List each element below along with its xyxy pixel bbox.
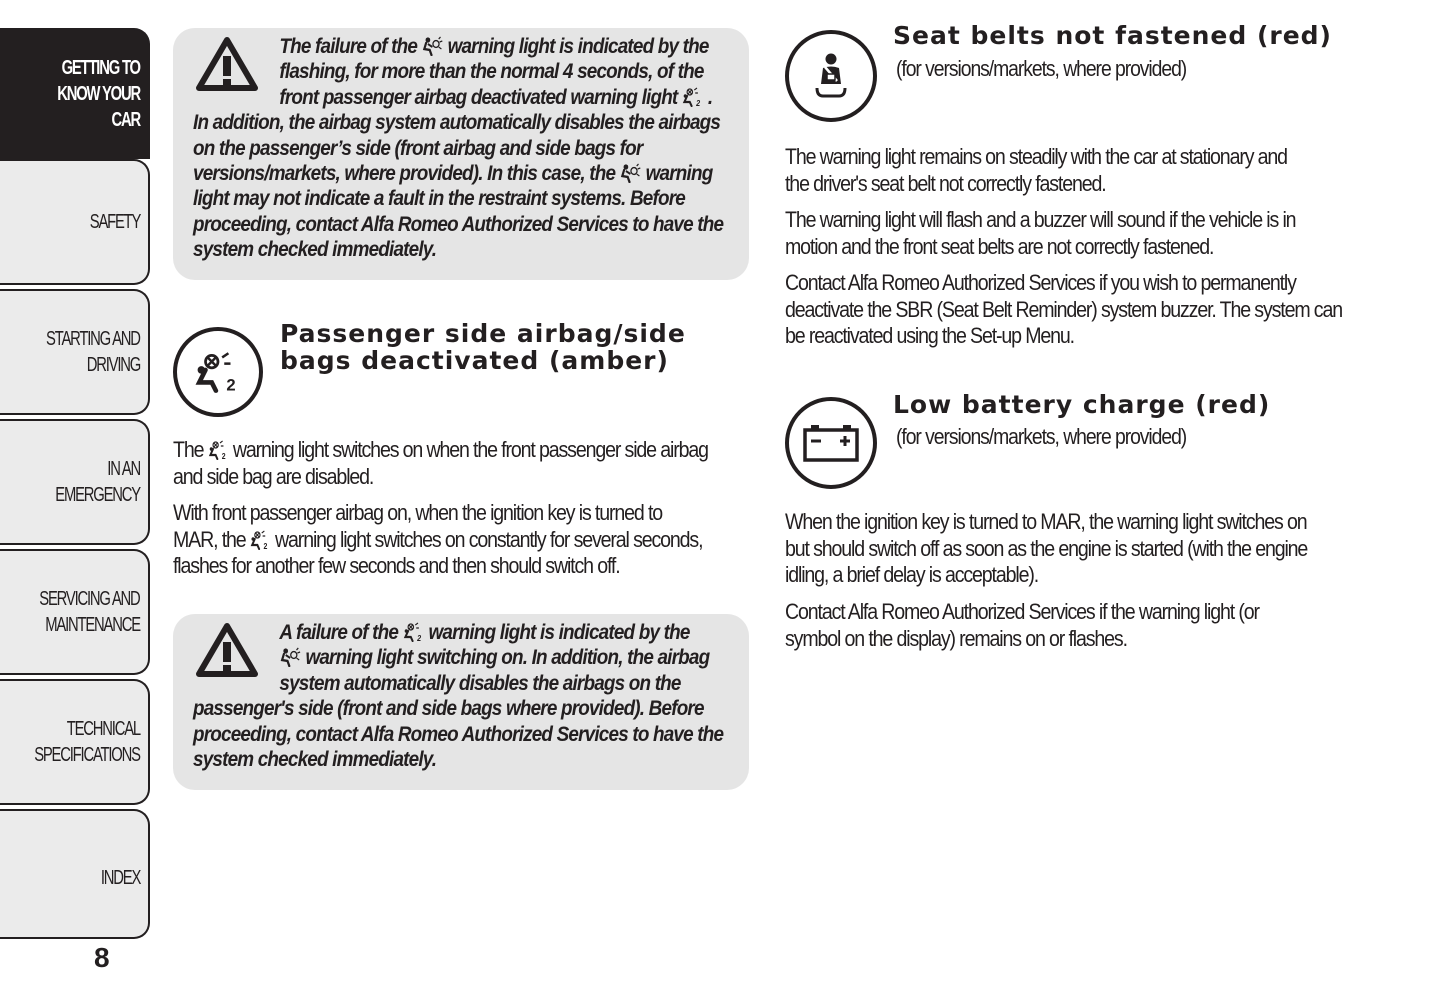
warning-text: warning light is indicated by the <box>443 35 709 58</box>
warning-text: warning <box>641 162 713 186</box>
airbag-warning-icon <box>422 36 444 56</box>
seat-belts-paragraph-2: The warning light will flash and a buzzer will sound if the vehicle is in motion and the front seat belts are not correctly fastened. <box>785 207 1296 259</box>
passenger-airbag-off-symbol <box>173 327 263 417</box>
warning-text: flashing, for more than the normal 4 seconds, of the <box>279 60 704 84</box>
passenger-airbag-off-icon <box>208 440 229 460</box>
tab-label-line2: MAINTENANCE <box>45 614 140 636</box>
warning-text: proceeding, contact Alfa Romeo Authorized Services to have the <box>193 722 724 746</box>
passenger-airbag-off-icon <box>250 530 271 550</box>
low-battery-paragraph-1: When the ignition key is turned to MAR, the warning light switches on but should switch off as soon as the engine is started (with the engine idling, a brief delay is acceptable). <box>785 509 1308 587</box>
warning-text: The failure of the <box>279 35 422 58</box>
tab-label: IN AN EMERGENCY <box>55 458 140 506</box>
battery-icon <box>802 423 860 463</box>
warning-text: versions/markets, where provided). In this case, the <box>193 162 620 186</box>
warning-box-airbag-failure <box>173 28 749 280</box>
sidebar-tab-technical-specifications[interactable] <box>0 679 150 805</box>
warning-text: system checked immediately. <box>193 238 437 262</box>
tab-label: INDEX <box>100 867 140 889</box>
warning-text: on the passenger’s side (front airbag and side bags for <box>193 136 643 160</box>
passenger-paragraph-1: The warning light switches on when the front passenger side airbag and side bag are disabled. <box>173 437 708 489</box>
seat-belts-subtitle: (for versions/markets, where provided) <box>896 56 1187 81</box>
sidebar-tab-servicing-and-maintenance[interactable] <box>0 549 150 675</box>
low-battery-subtitle: (for versions/markets, where provided) <box>896 424 1187 449</box>
seat-belt-symbol <box>785 30 877 122</box>
section-heading-passenger-airbag: Passenger side airbag/side bags deactivated (amber) <box>280 319 686 375</box>
airbag-warning-icon <box>620 163 642 183</box>
sidebar-tab-safety[interactable] <box>0 159 150 285</box>
seat-belts-paragraph-3: Contact Alfa Romeo Authorized Services if you wish to permanently deactivate the SBR (Seat Belt Reminder) system buzzer. The system can be reactivated using the Set-up Menu. <box>785 270 1342 348</box>
warning-text: proceeding, contact Alfa Romeo Authorized Services to have the <box>193 212 724 236</box>
passenger-airbag-off-icon <box>193 349 243 395</box>
warning-text: A failure of the <box>279 621 403 644</box>
warning-text: In addition, the airbag system automatically disables the airbags <box>193 111 721 135</box>
warning-text: front passenger airbag deactivated warning light <box>279 85 682 109</box>
tab-label-line1: SERVICING AND <box>39 588 141 610</box>
seat-belts-paragraph-1: The warning light remains on steadily with the car at stationary and the driver's seat belt not correctly fastened. <box>785 144 1287 196</box>
warning-text: passenger's side (front and side bags where provided). Before <box>193 697 704 721</box>
warning-text: warning light switching on. In addition, the airbag <box>301 646 710 670</box>
tab-label-line1: STARTING AND <box>46 328 140 350</box>
tab-label-line1: TECHNICAL <box>66 718 140 740</box>
passenger-airbag-off-icon <box>682 87 704 107</box>
section-heading-low-battery: Low battery charge (red) <box>893 390 1271 419</box>
tab-label-line2: DRIVING <box>86 354 140 376</box>
low-battery-paragraph-2: Contact Alfa Romeo Authorized Services if the warning light (or symbol on the display) remains on or flashes. <box>785 599 1259 651</box>
tab-label-line2: SPECIFICATIONS <box>34 744 140 766</box>
sidebar-tab-starting-and-driving[interactable] <box>0 289 150 415</box>
warning-text: . <box>703 85 713 109</box>
passenger-airbag-off-icon <box>402 622 424 642</box>
airbag-warning-icon <box>279 647 301 667</box>
page-number: 8 <box>94 942 110 973</box>
sidebar-tab-in-an-emergency[interactable] <box>0 419 150 545</box>
sidebar-tab-getting-to-know-your-car[interactable] <box>0 28 150 159</box>
battery-symbol <box>785 397 877 489</box>
passenger-paragraph-2: With front passenger airbag on, when the ignition key is turned to MAR, the warning light switches on constantly for several seconds, flashes for another few seconds and then should switch off. <box>173 500 703 578</box>
seat-belt-icon <box>803 48 859 104</box>
tab-label: SAFETY <box>89 211 140 233</box>
tab-label-line2: KNOW YOUR CAR <box>57 82 141 131</box>
section-heading-seat-belts: Seat belts not fastened (red) <box>893 21 1332 50</box>
sidebar-tab-index[interactable] <box>0 809 150 939</box>
warning-text: warning light is indicated by the <box>424 621 690 644</box>
warning-text: light may not indicate a fault in the restraint systems. Before <box>193 187 685 211</box>
warning-box-airbag-light-failure <box>173 614 749 790</box>
warning-text: system checked immediately. <box>193 748 437 772</box>
tab-label-line1: GETTING TO <box>61 56 140 79</box>
warning-text: system automatically disables the airbags on the <box>279 671 681 695</box>
